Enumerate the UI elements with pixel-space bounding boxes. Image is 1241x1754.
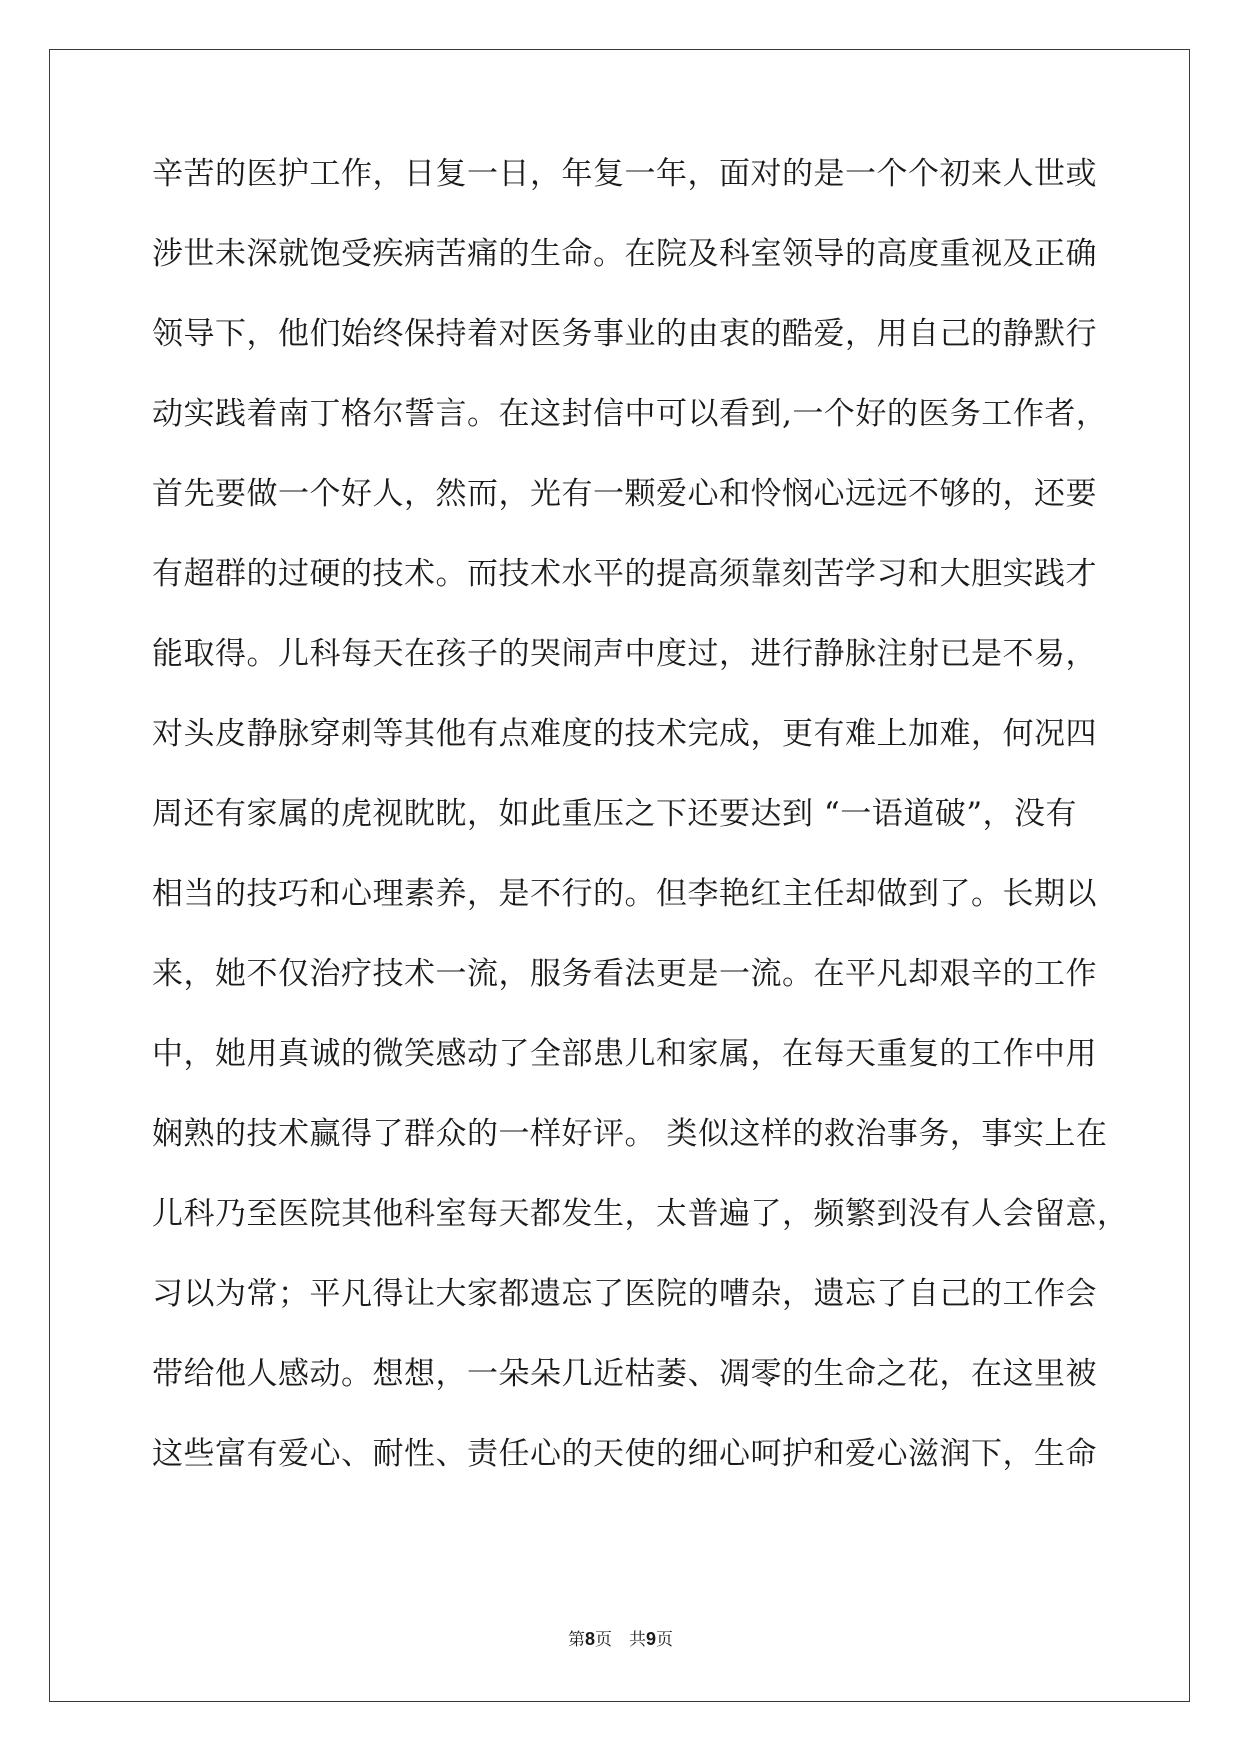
text-line: 动实践着南丁格尔誓言。在这封信中可以看到,一个好的医务工作者，: [152, 396, 1108, 432]
text-line: 涉世未深就饱受疾病苦痛的生命。在院及科室领导的高度重视及正确: [152, 236, 1097, 272]
page-footer: [0, 1625, 1241, 1650]
text-line: 带给他人感动。想想，一朵朵几近枯萎、凋零的生命之花，在这里被: [152, 1356, 1097, 1392]
text-line: 中，她用真诚的微笑感动了全部患儿和家属，在每天重复的工作中用: [152, 1036, 1097, 1072]
text-line: 习以为常；平凡得让大家都遗忘了医院的嘈杂，遗忘了自己的工作会: [152, 1276, 1097, 1312]
text-line: 来，她不仅治疗技术一流，服务看法更是一流。在平凡却艰辛的工作: [152, 956, 1097, 992]
footer-prefix: 第: [567, 1630, 585, 1650]
text-line: 辛苦的医护工作，日复一日，年复一年，面对的是一个个初来人世或: [152, 156, 1097, 192]
total-page-number: 9: [646, 1629, 657, 1649]
text-line: 相当的技巧和心理素养，是不行的。但李艳红主任却做到了。长期以: [152, 876, 1097, 912]
text-line: 对头皮静脉穿刺等其他有点难度的技术完成，更有难上加难，何况四: [152, 716, 1097, 752]
text-line: 这些富有爱心、耐性、责任心的天使的细心呵护和爱心滋润下，生命: [152, 1436, 1097, 1472]
current-page-number: 8: [584, 1629, 595, 1649]
text-line: 娴熟的技术赢得了群众的一样好评。 类似这样的救治事务，事实上在: [152, 1116, 1108, 1152]
text-line: 领导下，他们始终保持着对医务事业的由衷的酷爱，用自己的静默行: [152, 316, 1097, 352]
text-line: 儿科乃至医院其他科室每天都发生，太普遍了，频繁到没有人会留意，: [152, 1196, 1129, 1232]
footer-mid: 页 共: [595, 1630, 646, 1650]
text-line: 首先要做一个好人，然而，光有一颗爱心和怜悯心远远不够的，还要: [152, 476, 1097, 512]
text-line: 有超群的过硬的技术。而技术水平的提高须靠刻苦学习和大胆实践才: [152, 556, 1097, 592]
text-line: 能取得。儿科每天在孩子的哭闹声中度过，进行静脉注射已是不易，: [152, 636, 1097, 672]
footer-suffix: 页: [656, 1630, 674, 1650]
text-line: 周还有家属的虎视眈眈，如此重压之下还要达到 “一语道破”，没有: [152, 796, 1078, 832]
